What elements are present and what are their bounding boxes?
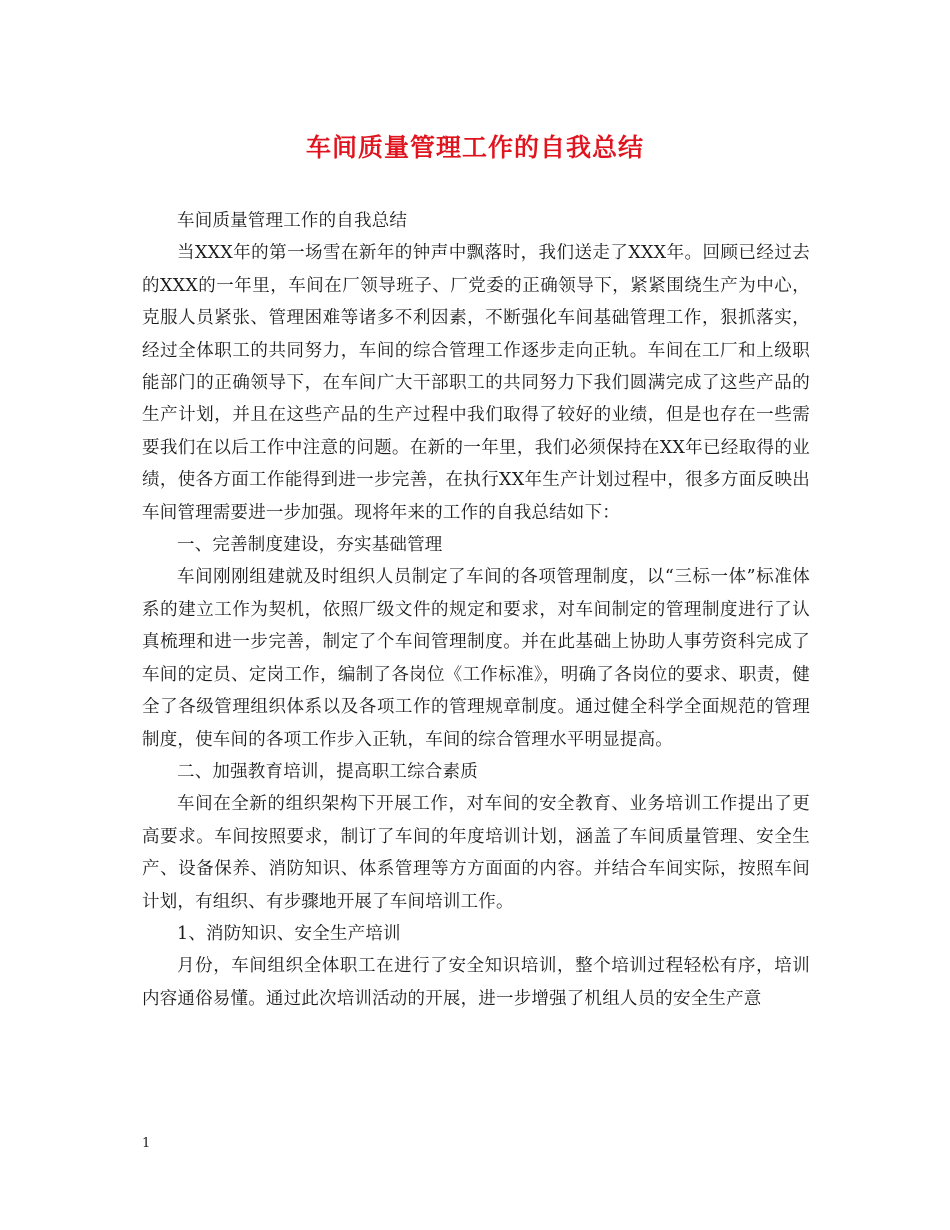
paragraph-heading-repeat: 车间质量管理工作的自我总结 (177, 211, 408, 231)
page-number: 1 (142, 1136, 151, 1151)
paragraph-subsection-1: 月份，车间组织全体职工在进行了安全知识培训，整个培训过程轻松有序，培训内容通俗易懂。通过此次培训活动的开展，进一步增强了机组人员的安全生产意 (142, 956, 810, 1009)
paragraph-section-1: 车间刚刚组建就及时组织人员制定了车间的各项管理制度，以“三标一体”标准体系的建立工作为契机，依照厂级文件的规定和要求，对车间制定的管理制度进行了认真梳理和进一步完善，制定了个车间管理制度。并在此基础上协助人事劳资科完成了车间的定员、定岗工作，编制了各岗位《工作标准》，明确了各岗位的要求、职责，健全了各级管理组织体系以及各项工作的管理规章制度。通过健全科学全面规范的管理制度，使车间的各项工作步入正轨，车间的综合管理水平明显提高。 (142, 567, 810, 750)
document-title: 车间质量管理工作的自我总结 (305, 133, 644, 162)
document-body (142, 205, 810, 1015)
paragraph-section-2: 车间在全新的组织架构下开展工作，对车间的安全教育、业务培训工作提出了更高要求。车间按照要求，制订了车间的年度培训计划，涵盖了车间质量管理、安全生产、设备保养、消防知识、体系管理等方方面面的内容。并结合车间实际，按照车间计划，有组织、有步骤地开展了车间培训工作。 (142, 794, 810, 912)
subsection-heading-1: 1、消防知识、安全生产培训 (177, 923, 401, 944)
section-heading-2: 二、加强教育培训，提高职工综合素质 (177, 761, 478, 782)
paragraph-intro: 当XXX年的第一场雪在新年的钟声中飘落时，我们送走了XXX年。回顾已经过去的XXX的一年里，车间在厂领导班子、厂党委的正确领导下，紧紧围绕生产为中心，克服人员紧张、管理困难等诸多不利因素，不断强化车间基础管理工作，狠抓落实，经过全体职工的共同努力，车间的综合管理工作逐步走向正轨。车间在工厂和上级职能部门的正确领导下，在车间广大干部职工的共同努力下我们圆满完成了这些产品的生产计划，并且在这些产品的生产过程中我们取得了较好的业绩，但是也存在一些需要我们在以后工作中注意的问题。在新的一年里，我们必须保持在XX年已经取得的业绩，使各方面工作能得到进一步完善，在执行XX年生产计划过程中，很多方面反映出车间管理需要进一步加强。现将年来的工作的自我总结如下： (142, 243, 810, 523)
section-heading-1: 一、完善制度建设，夯实基础管理 (177, 535, 443, 556)
